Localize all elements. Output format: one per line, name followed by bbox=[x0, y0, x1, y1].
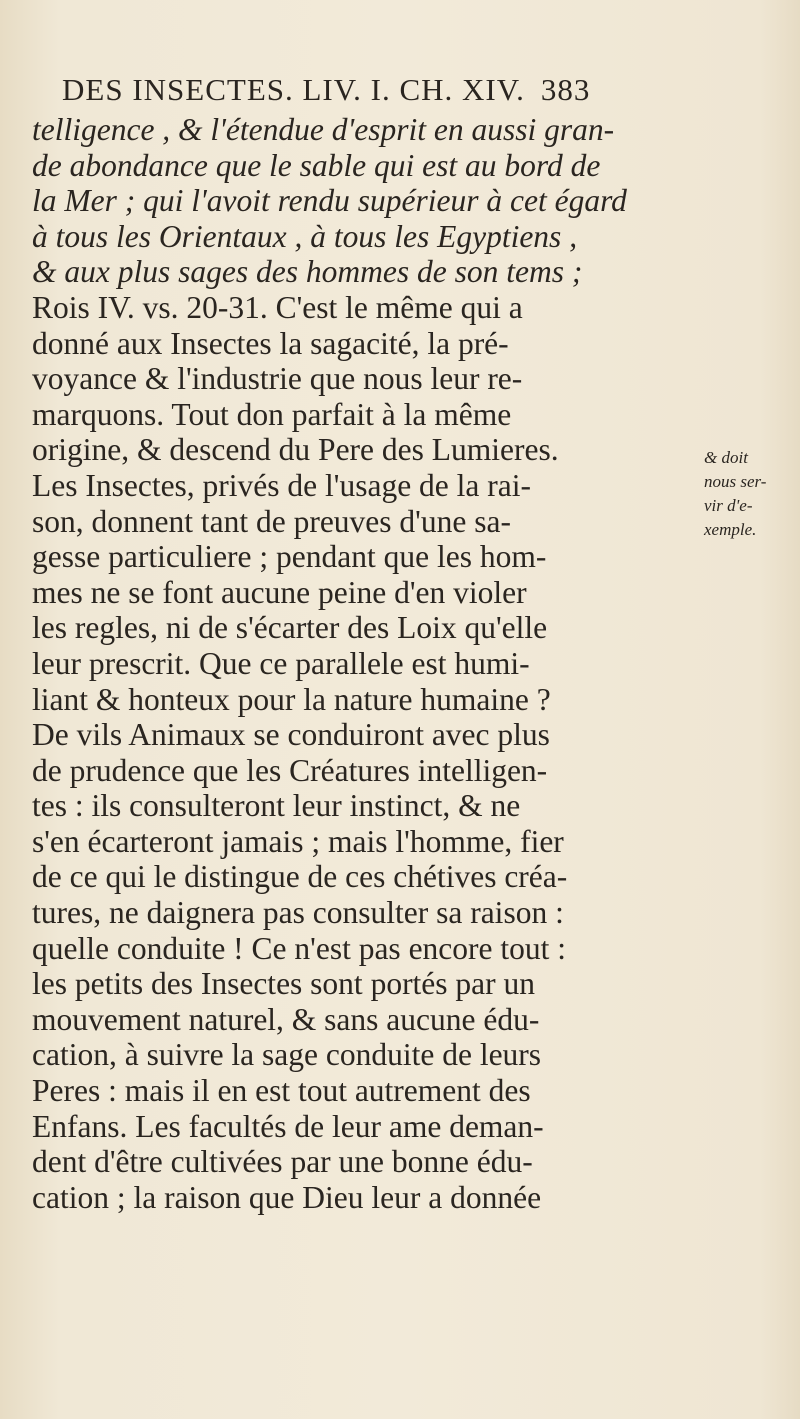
text-line: gesse particuliere ; pendant que les hom- bbox=[32, 539, 547, 575]
margin-note-line: & doit bbox=[704, 448, 748, 467]
text-line: tures, ne daignera pas consulter sa raison : bbox=[32, 895, 564, 931]
text-line: mes ne se font aucune peine d'en violer bbox=[32, 574, 527, 610]
text-line: Enfans. Les facultés de leur ame deman- bbox=[32, 1108, 544, 1144]
text-line: tes : ils consulteront leur instinct, & ne bbox=[32, 788, 521, 824]
text-line: & aux plus sages des hommes de son tems ; bbox=[32, 254, 583, 290]
text-line: de prudence que les Créatures intelligen- bbox=[32, 752, 548, 788]
text-line: Les Insectes, privés de l'usage de la rai- bbox=[32, 467, 531, 503]
text-line: la Mer ; qui l'avoit rendu supérieur à cet égard bbox=[32, 183, 627, 219]
page-number: 383 bbox=[540, 72, 591, 107]
margin-note bbox=[704, 446, 796, 542]
text-line: Rois IV. vs. 20-31. C'est le même qui a bbox=[32, 289, 523, 325]
running-title: DES INSECTES. LIV. I. CH. XIV. bbox=[62, 72, 525, 107]
body-text bbox=[32, 112, 682, 1215]
text-line: de ce qui le distingue de ces chétives créa- bbox=[32, 859, 568, 895]
text-line: telligence , & l'étendue d'esprit en aussi gran- bbox=[32, 112, 615, 147]
text-line: cation ; la raison que Dieu leur a donnée bbox=[32, 1179, 542, 1215]
text-line: liant & honteux pour la nature humaine ? bbox=[32, 681, 551, 717]
text-line: origine, & descend du Pere des Lumieres. bbox=[32, 432, 559, 468]
text-line: les regles, ni de s'écarter des Loix qu'elle bbox=[32, 610, 548, 646]
text-line: De vils Animaux se conduiront avec plus bbox=[32, 717, 550, 753]
text-line: mouvement naturel, & sans aucune édu- bbox=[32, 1001, 540, 1037]
text-line: son, donnent tant de preuves d'une sa- bbox=[32, 503, 511, 539]
text-line: marquons. Tout don parfait à la même bbox=[32, 396, 512, 432]
text-line: à tous les Orientaux , à tous les Egyptiens , bbox=[32, 218, 578, 254]
margin-note-line: nous ser- bbox=[704, 472, 767, 491]
margin-note-line: xemple. bbox=[704, 520, 757, 539]
text-line: cation, à suivre la sage conduite de leurs bbox=[32, 1037, 542, 1073]
text-line: leur prescrit. Que ce parallele est humi- bbox=[32, 645, 530, 681]
text-line: voyance & l'industrie que nous leur re- bbox=[32, 361, 523, 397]
text-line: les petits des Insectes sont portés par un bbox=[32, 966, 536, 1002]
text-line: de abondance que le sable qui est au bord de bbox=[32, 147, 601, 183]
text-line: Peres : mais il en est tout autrement des bbox=[32, 1073, 531, 1109]
text-line: dent d'être cultivées par une bonne édu- bbox=[32, 1144, 533, 1180]
running-header bbox=[62, 72, 682, 108]
text-line: donné aux Insectes la sagacité, la pré- bbox=[32, 325, 509, 361]
margin-note-line: vir d'e- bbox=[704, 496, 753, 515]
text-line: quelle conduite ! Ce n'est pas encore tout : bbox=[32, 930, 567, 966]
text-line: s'en écarteront jamais ; mais l'homme, fier bbox=[32, 823, 564, 859]
